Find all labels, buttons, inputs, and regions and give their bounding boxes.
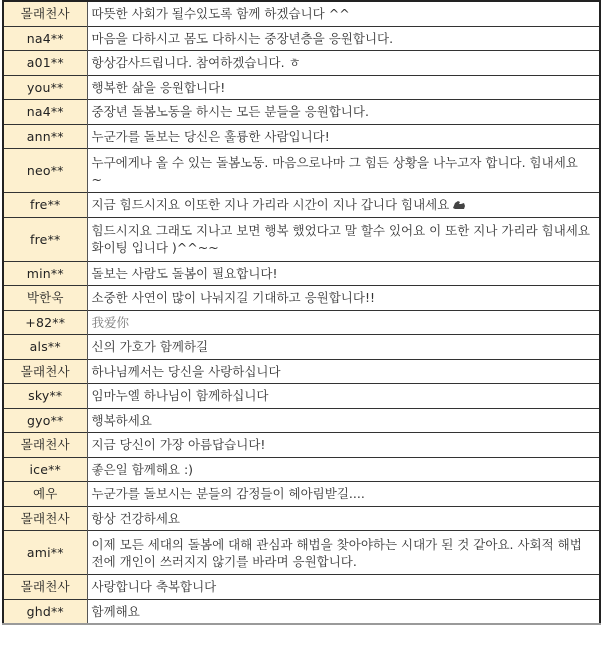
message-text: 소중한 사연이 많이 나눠지길 기대하고 응원합니다!!	[87, 286, 600, 311]
author-name: na4**	[3, 26, 87, 51]
support-messages-table	[2, 0, 601, 625]
table-row	[3, 506, 600, 531]
message-text: 항상감사드립니다. 참여하겠습니다. ㅎ	[87, 51, 600, 76]
author-name: 몰래천사	[3, 1, 87, 26]
table-row	[3, 359, 600, 384]
message-text: 마음을 다하시고 몸도 다하시는 중장년층을 응원합니다.	[87, 26, 600, 51]
message-text: 누구에게나 올 수 있는 돌봄노동. 마음으로나마 그 힘든 상황을 나누고자 합니다. 힘내세요 ~	[87, 149, 600, 193]
author-name: you**	[3, 75, 87, 100]
author-name: sky**	[3, 384, 87, 409]
author-name: 몰래천사	[3, 575, 87, 600]
table-row	[3, 310, 600, 335]
table-row	[3, 286, 600, 311]
table-row	[3, 482, 600, 507]
message-cell	[87, 193, 600, 218]
table-row	[3, 384, 600, 409]
author-name: fre**	[3, 217, 87, 261]
message-text: 지금 당신이 가장 아름답습니다!	[87, 433, 600, 458]
message-text: 사랑합니다 축복합니다	[87, 575, 600, 600]
table-row	[3, 457, 600, 482]
author-name: ami**	[3, 531, 87, 575]
table-row	[3, 100, 600, 125]
table-row	[3, 217, 600, 261]
table-row	[3, 408, 600, 433]
table-row	[3, 599, 600, 624]
flexed-biceps-icon	[452, 200, 466, 210]
table-row	[3, 51, 600, 76]
author-name: 예우	[3, 482, 87, 507]
message-text: 좋은일 함께해요 :)	[87, 457, 600, 482]
message-text: 임마누엘 하나님이 함께하십니다	[87, 384, 600, 409]
table-row	[3, 124, 600, 149]
author-name: gyo**	[3, 408, 87, 433]
table-row	[3, 1, 600, 26]
author-name: +82**	[3, 310, 87, 335]
author-name: ice**	[3, 457, 87, 482]
author-name: na4**	[3, 100, 87, 125]
message-text: 행복하세요	[87, 408, 600, 433]
message-text: 누군가를 돌보는 당신은 훌륭한 사람입니다!	[87, 124, 600, 149]
author-name: 몰래천사	[3, 506, 87, 531]
author-name: 박한욱	[3, 286, 87, 311]
message-board	[2, 0, 599, 625]
author-name: als**	[3, 335, 87, 360]
message-text: 누군가를 돌보시는 분들의 감정들이 헤아림받길....	[87, 482, 600, 507]
table-row	[3, 433, 600, 458]
message-text: 따뜻한 사회가 될수있도록 함께 하겠습니다 ^^	[87, 1, 600, 26]
table-row	[3, 149, 600, 193]
table-row	[3, 261, 600, 286]
author-name: ann**	[3, 124, 87, 149]
message-text: 신의 가호가 함께하길	[87, 335, 600, 360]
author-name: min**	[3, 261, 87, 286]
author-name: 몰래천사	[3, 359, 87, 384]
table-row	[3, 75, 600, 100]
author-name: 몰래천사	[3, 433, 87, 458]
message-text: 我爱你	[87, 310, 600, 335]
table-row	[3, 26, 600, 51]
message-text: 지금 힘드시지요 이또한 지나 가리라 시간이 지나 갑니다 힘내세요	[91, 197, 450, 213]
message-text: 중장년 돌봄노동을 하시는 모든 분들을 응원합니다.	[87, 100, 600, 125]
author-name: ghd**	[3, 599, 87, 624]
table-row	[3, 193, 600, 218]
table-row	[3, 335, 600, 360]
author-name: neo**	[3, 149, 87, 193]
author-name: fre**	[3, 193, 87, 218]
message-text: 돌보는 사람도 돌봄이 필요합니다!	[87, 261, 600, 286]
message-text: 이제 모든 세대의 돌봄에 대해 관심과 해법을 찾아야하는 시대가 된 것 같아요. 사회적 해법전에 개인이 쓰러지지 않기를 바라며 응원합니다.	[87, 531, 600, 575]
message-text: 힘드시지요 그래도 지나고 보면 행복 했었다고 말 할수 있어요 이 또한 지나 가리라 힘내세요 화이팅 입니다 )^^~~	[87, 217, 600, 261]
table-row	[3, 531, 600, 575]
author-name: a01**	[3, 51, 87, 76]
table-row	[3, 575, 600, 600]
message-text: 하나님께서는 당신을 사랑하십니다	[87, 359, 600, 384]
message-text: 행복한 삶을 응원합니다!	[87, 75, 600, 100]
message-text: 항상 건강하세요	[87, 506, 600, 531]
message-text: 함께해요	[87, 599, 600, 624]
